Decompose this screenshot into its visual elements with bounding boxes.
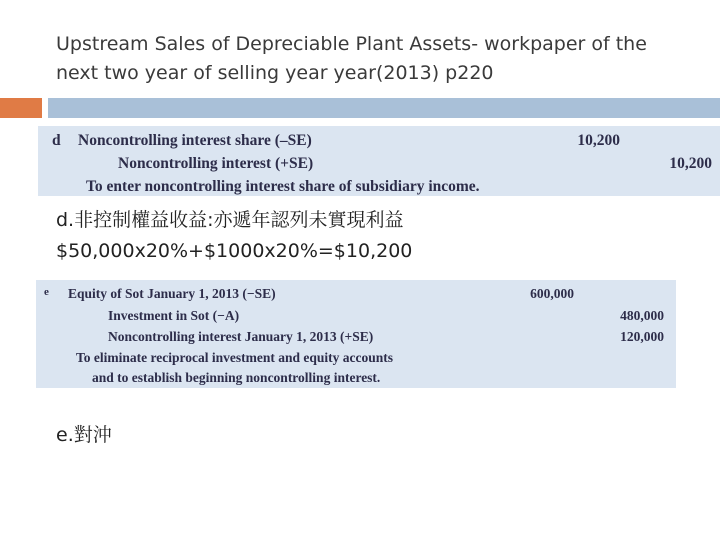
- entry-e-debit-amount: 600,000: [530, 286, 574, 301]
- entry-d-credit-amount: 10,200: [669, 155, 712, 172]
- entry-d-debit-amount: 10,200: [577, 132, 620, 149]
- entry-d-explanation: To enter noncontrolling interest share of subsidiary income.: [86, 178, 480, 195]
- entry-e-credit1-account: Investment in Sot (−A): [108, 308, 240, 323]
- title-line-1: Upstream Sales of Depreciable Plant Assets- workpaper of the: [56, 33, 647, 55]
- note-e-line-1: e.對沖: [56, 424, 112, 446]
- accent-bar-orange: [0, 98, 42, 118]
- entry-e-credit2-amount: 120,000: [620, 329, 664, 344]
- entry-e-credit2-account: Noncontrolling interest January 1, 2013 (+SE): [108, 329, 374, 344]
- entry-e-explanation-line-2: and to establish beginning noncontrolling interest.: [92, 370, 381, 385]
- journal-entry-d: [38, 126, 720, 196]
- entry-e-debit-account: Equity of Sot January 1, 2013 (−SE): [68, 286, 276, 301]
- entry-e-explanation-line-1: To eliminate reciprocal investment and equity accounts: [76, 350, 393, 365]
- accent-bar-blue: [48, 98, 720, 118]
- entry-d-letter: d: [52, 132, 61, 149]
- entry-d-debit-account: Noncontrolling interest share (–SE): [78, 132, 312, 149]
- title-line-2: next two year of selling year year(2013) p220: [56, 62, 494, 84]
- entry-d-credit-account: Noncontrolling interest (+SE): [118, 155, 314, 172]
- entry-e-letter: e: [44, 286, 49, 298]
- note-d-line-2: $50,000x20%+$1000x20%=$10,200: [56, 240, 413, 262]
- note-d-line-1: d.非控制權益收益:亦遞年認列未實現利益: [56, 209, 404, 231]
- slide-title: [56, 30, 696, 88]
- journal-entry-e: [36, 280, 676, 388]
- entry-e-credit1-amount: 480,000: [620, 308, 664, 323]
